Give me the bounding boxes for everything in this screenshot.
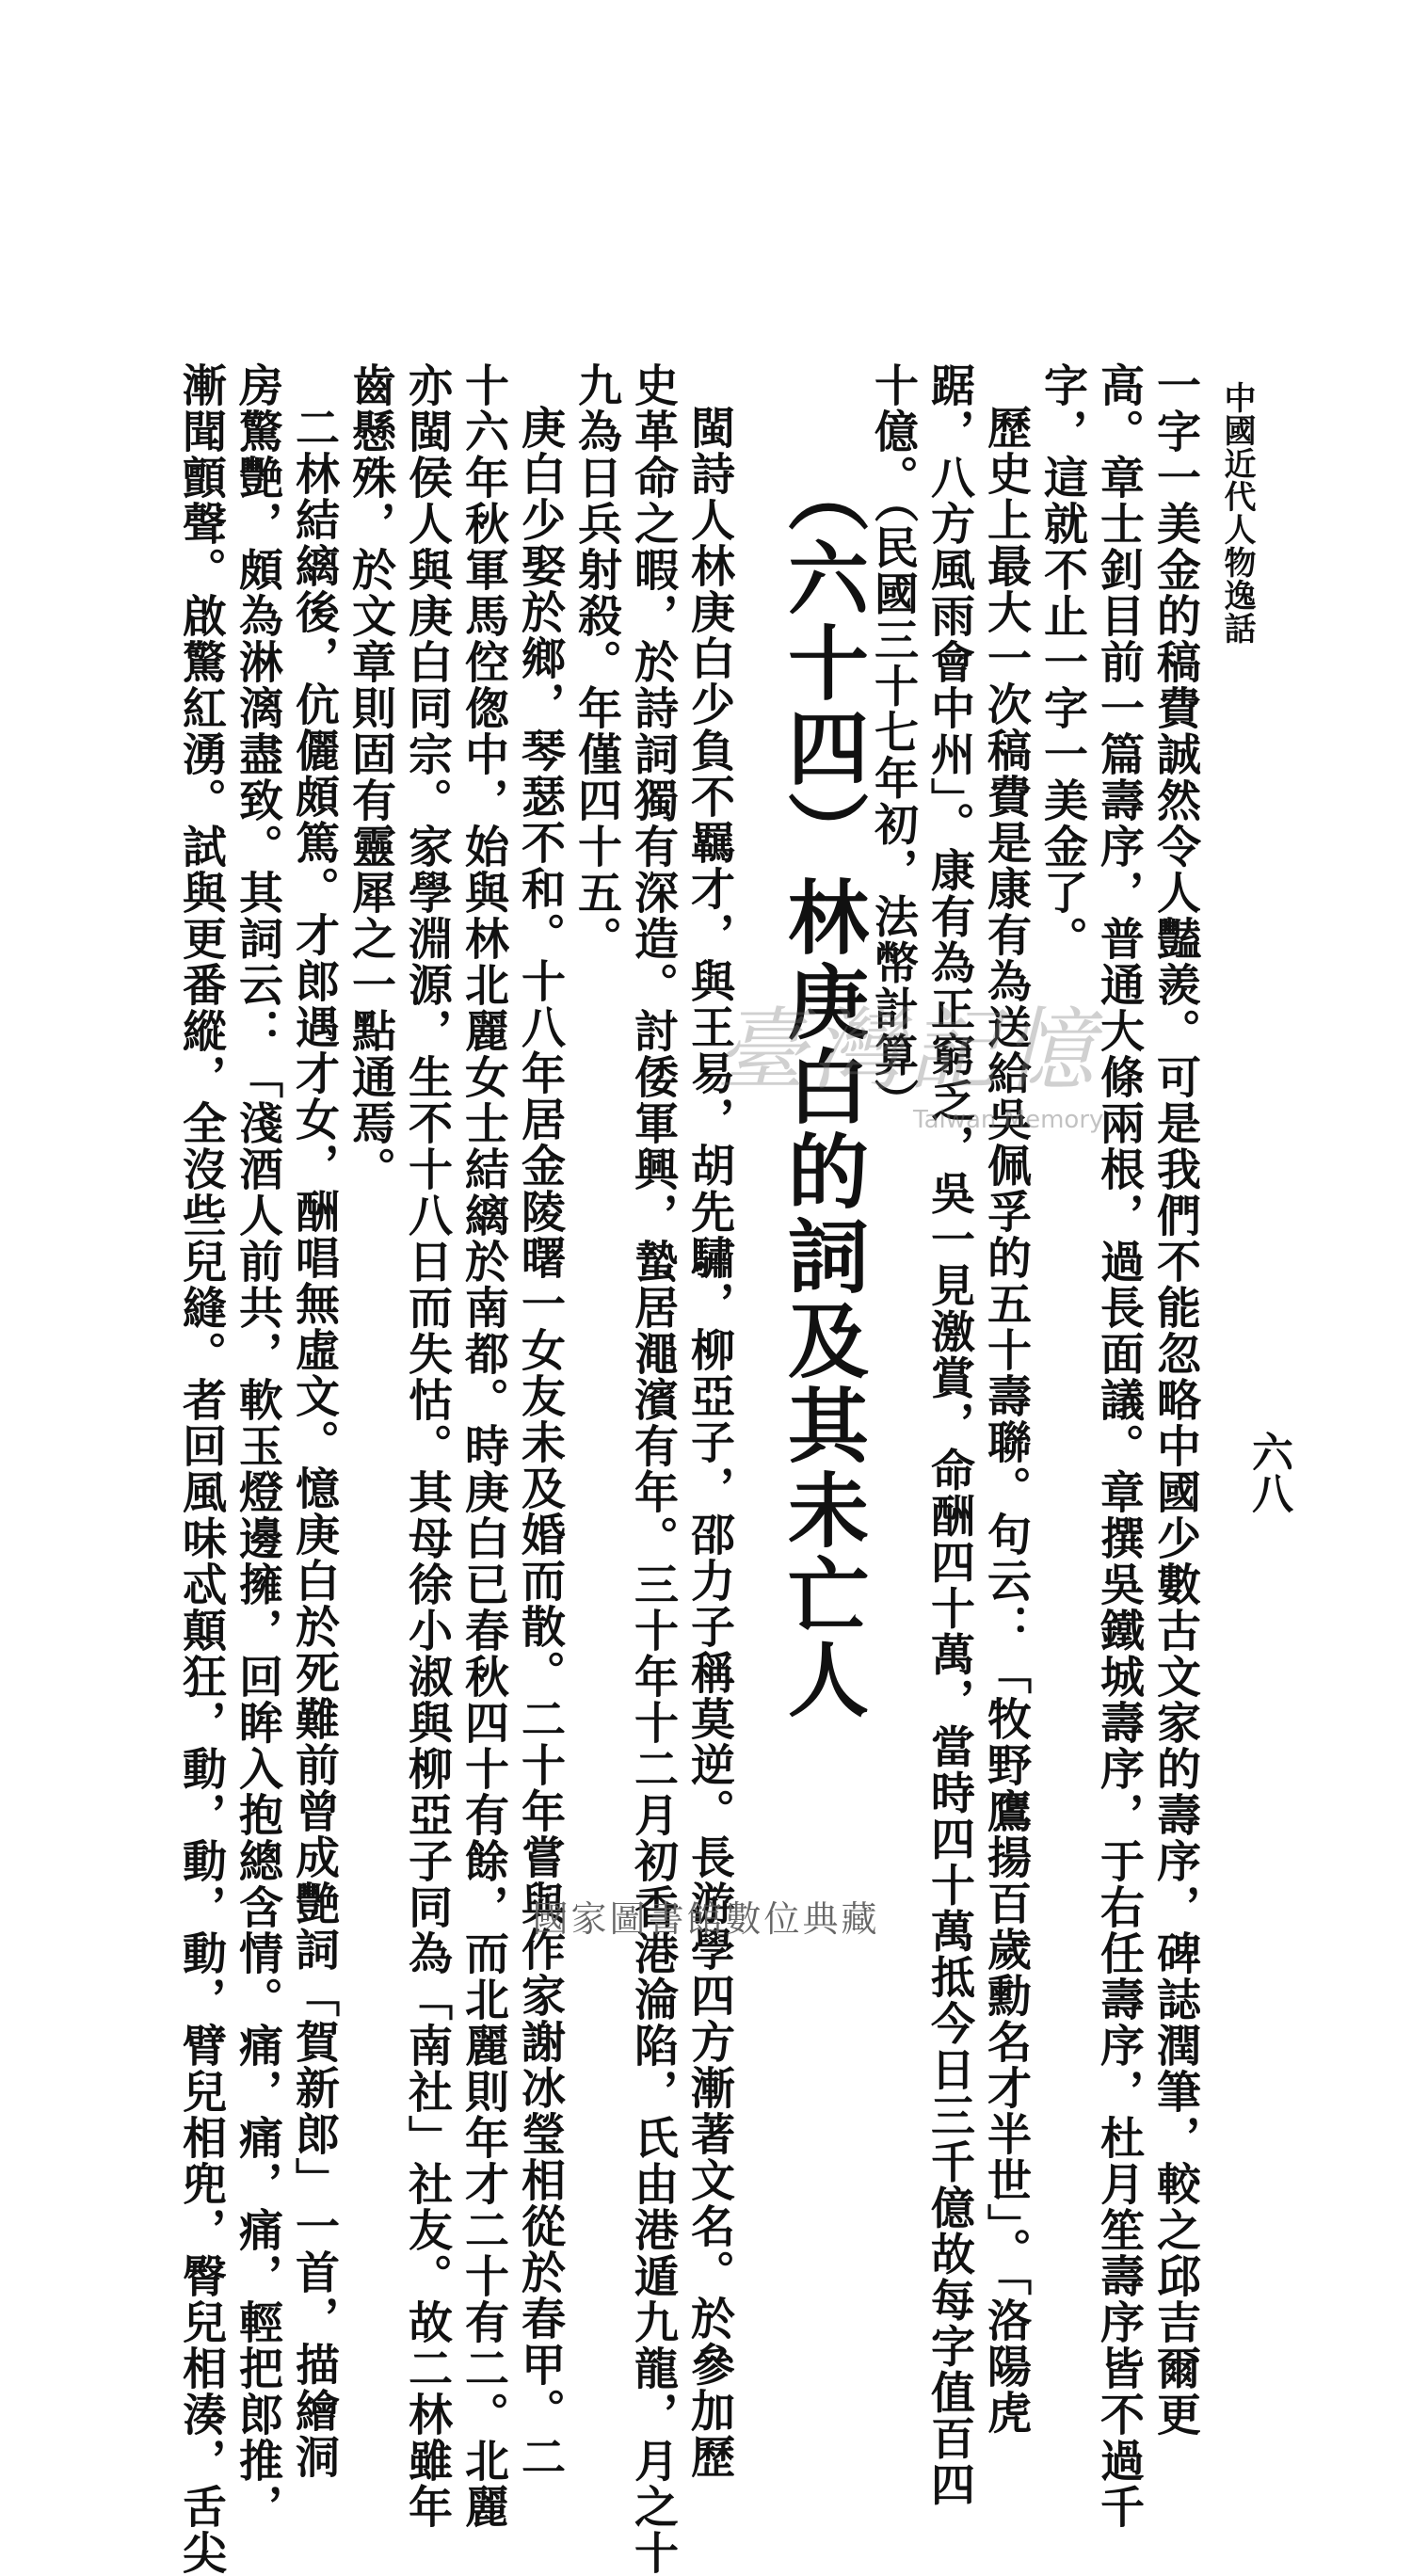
prev-text-line: 一字一美金的稿費誠然令人豔羨。可是我們不能忽略中國少數古文家的壽序，碑誌潤筆，較之邱吉爾更 <box>1149 362 1201 2438</box>
body-text-line: 庚白少娶於鄉，琴瑟不和。十八年居金陵曙一女友未及婚而散。二十年嘗與作家謝冰瑩相從於春甲。二 <box>514 405 566 2480</box>
book-title: 中國近代人物逸話 <box>1218 381 1256 645</box>
body-text-line: 十六年秋軍馬倥偬中，始與林北麗女士結縭於南都。時庚白已春秋四十有餘，而北麗則年才二十有二。北麗 <box>457 362 509 2530</box>
prev-text-line: 高。章士釗目前一篇壽序，普通大條兩根，過長面議。章撰吳鐵城壽序，于右任壽序，杜月笙壽序皆不過千 <box>1093 362 1145 2530</box>
body-text-line: 二林結縭後，伉儷頗篤。才郎遇才女，酬唱無虛文。憶庚白於死難前曾成艷詞「賀新郎」一首，描繪洞 <box>288 405 340 2480</box>
page-number: 六八 <box>1244 1431 1292 1513</box>
body-text-line: 閩詩人林庚白少負不羈才，與王易，胡先驌，柳亞子，邵力子稱莫逆。長游學四方漸著文名。於參加歷 <box>683 405 735 2480</box>
body-text-line: 九為日兵射殺。年僅四十五。 <box>570 362 622 962</box>
body-text-line: 亦閩侯人與庚白同宗。家學淵源，生不十八日而失怙。其母徐小淑與柳亞子同為「南社」社友。故二林雖年 <box>401 362 453 2530</box>
body-text-line: 齒懸殊，於文章則固有靈犀之一點通焉。 <box>345 362 396 1192</box>
watermark-logo: 臺灣記憶 <box>715 998 1099 1103</box>
body-text-line: 漸聞顫聲。啟驚紅湧。試與更番縱，全沒些兒縫。者回風味忒顛狂，動，動，動，臂兒相兜，臀兒相湊，舌尖 <box>175 362 227 2576</box>
watermark-caption: Taiwan Memory <box>913 1106 1104 1134</box>
section-heading: （六十四）林庚白的詞及其未亡人 <box>774 452 869 1722</box>
archive-footer: 國家圖書館數位典藏 <box>532 1898 880 1940</box>
prev-text-line: 歷史上最大一次稿費是康有為送給吳佩孚的五十壽聯。句云：「牧野鷹揚百歲勳名才半世」。「洛陽虎 <box>980 405 1032 2436</box>
prev-text-line: 字，這就不止一字一美金了。 <box>1036 362 1088 962</box>
body-text-line: 房驚艷，頗為淋漓盡致。其詞云：「淺酒人前共，軟玉燈邊擁，回眸入抱總含情。痛，痛，痛，輕把郎推， <box>232 362 283 2530</box>
prev-text-line: 十億。（民國三十七年初，法幣計算） <box>867 362 919 1125</box>
prev-text-line: 踞，八方風雨會中州」。康有為正窮乏，吳一見激賞，命酬四十萬，當時四十萬抵今日三千億故每字值百四 <box>923 362 975 2508</box>
body-text-line: 史革命之暇，於詩詞獨有深造。討倭軍興，蟄居澠濱有年。三十年十二月初香港淪陷，氏由港遁九龍，月之十 <box>627 362 679 2576</box>
